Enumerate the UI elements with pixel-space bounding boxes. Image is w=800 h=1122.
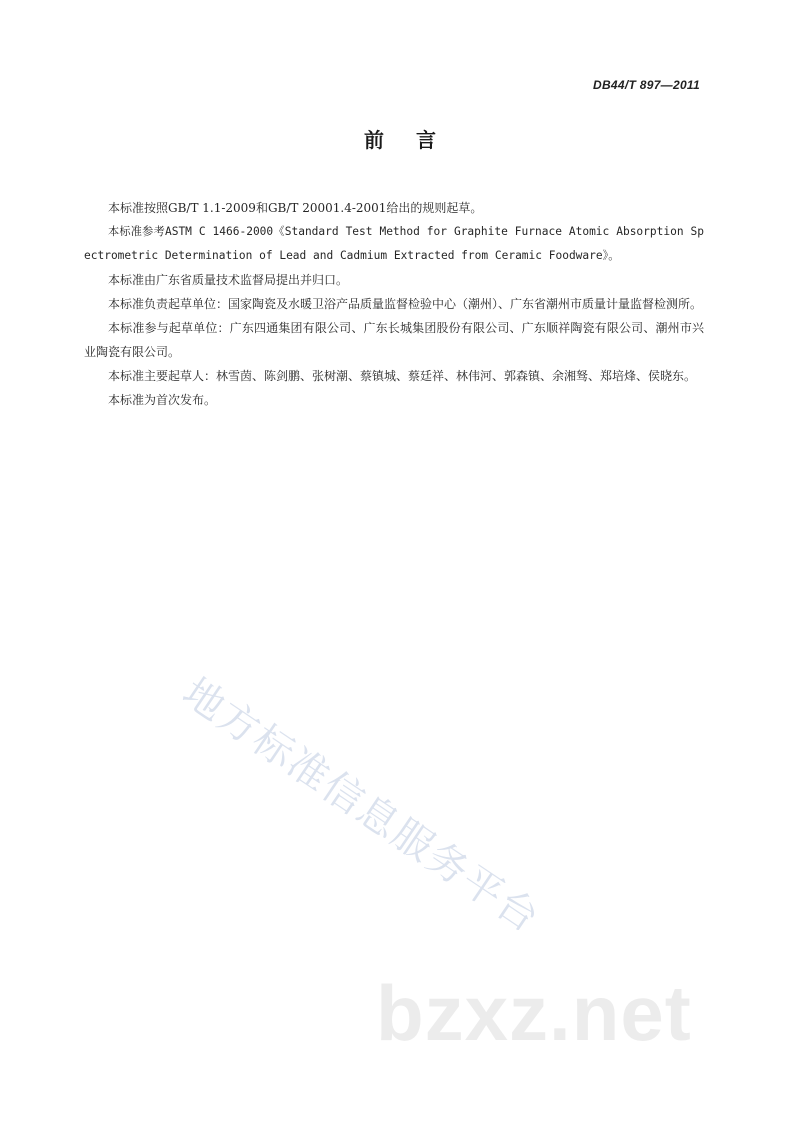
watermark-site-logo: bzxz.net: [376, 969, 692, 1057]
paragraph-responsible-drafter: 本标准负责起草单位：国家陶瓷及水暖卫浴产品质量监督检验中心（潮州）、广东省潮州市质量计量监督检测所。: [108, 297, 703, 311]
page-title: 前言: [364, 128, 468, 152]
paragraph-proposer: 本标准由广东省质量技术监督局提出并归口。: [108, 273, 349, 287]
paragraph-first-release: 本标准为首次发布。: [108, 393, 217, 407]
paragraph-participating-drafters: 本标准参与起草单位：广东四通集团有限公司、广东长城集团股份有限公司、广东顺祥陶瓷有限公司、潮州市兴业陶瓷有限公司。: [84, 321, 704, 359]
document-code: DB44/T 897—2011: [592, 78, 700, 92]
foreword-body: [84, 196, 704, 412]
paragraph-drafting-rules: 本标准按照GB/T 1.1-2009和GB/T 20001.4-2001给出的规则起草。: [108, 201, 483, 215]
watermark-platform-text: 地方标准信息服务平台: [174, 669, 549, 943]
paragraph-reference-standard: 本标准参考ASTM C 1466-2000《Standard Test Method for Graphite Furnace Atomic Absorption Spectrometric Determination of Lead and Cadmium Extracted from Ceramic Foodware》。: [84, 225, 704, 262]
paragraph-main-drafters: 本标准主要起草人：林雪茵、陈剑鹏、张树潮、蔡镇城、蔡廷祥、林伟河、郭森镇、余湘驽、郑培烽、侯晓东。: [108, 369, 697, 383]
